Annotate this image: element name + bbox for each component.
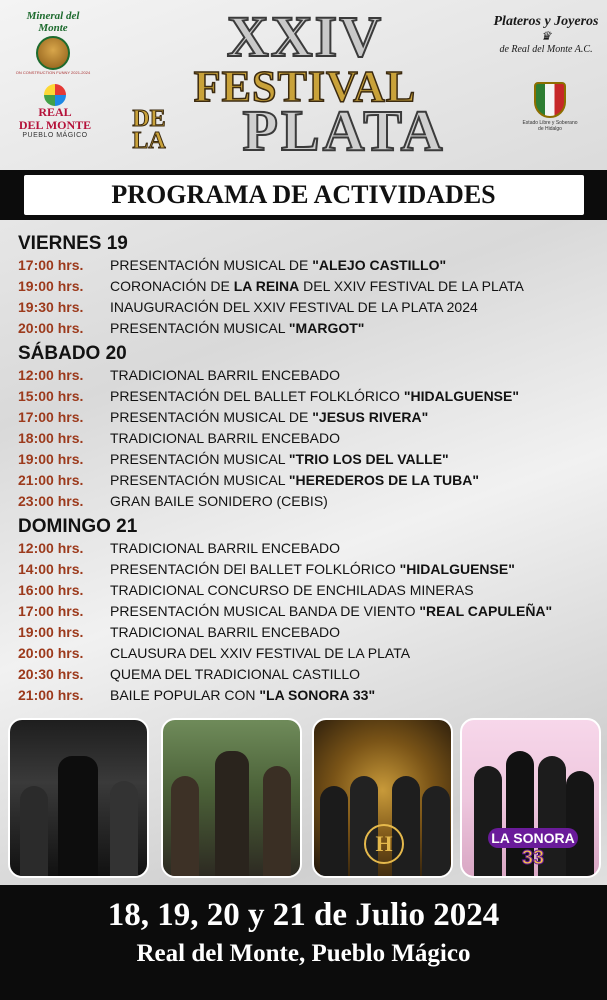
event-description xyxy=(110,491,328,512)
event-text: CLAUSURA DEL XXIV FESTIVAL DE LA PLATA xyxy=(110,645,411,661)
event-text: CORONACIÓN DE xyxy=(110,278,234,294)
title-la: LA xyxy=(132,128,166,154)
event-time: 20:30 hrs. xyxy=(18,666,84,682)
band-member xyxy=(171,776,199,876)
event-text: TRADICIONAL CONCURSO DE ENCHILADAS MINERAS xyxy=(110,582,474,598)
header xyxy=(0,0,607,170)
event-time: 21:00 hrs. xyxy=(18,472,84,488)
band-member xyxy=(320,786,348,876)
event-time: 18:00 hrs. xyxy=(18,430,84,446)
event-text: TRADICIONAL BARRIL ENCEBADO xyxy=(110,367,341,383)
logo-ring-text: Mineral del Monte xyxy=(26,10,80,34)
event-row xyxy=(18,664,603,685)
event-row xyxy=(18,428,603,449)
event-row xyxy=(18,297,603,318)
event-description xyxy=(110,318,364,339)
event-text: PRESENTACIÓN MUSICAL DE xyxy=(110,409,313,425)
event-row xyxy=(18,386,603,407)
event-description xyxy=(110,601,552,622)
title-de: DE xyxy=(132,106,166,132)
miner-emblem-icon xyxy=(36,36,70,70)
band-member xyxy=(474,766,502,876)
band-member xyxy=(58,756,98,876)
event-text: PRESENTACIÓN MUSICAL xyxy=(110,472,289,488)
event-row xyxy=(18,538,603,559)
schedule xyxy=(18,229,603,706)
band-member xyxy=(392,776,420,876)
event-description xyxy=(110,365,340,386)
event-time: 17:00 hrs. xyxy=(18,409,84,425)
event-time: 19:30 hrs. xyxy=(18,299,84,315)
state-text: Estado Libre y Soberano de Hidalgo xyxy=(522,120,578,132)
event-description xyxy=(110,255,446,276)
herederos-logo: H xyxy=(364,824,404,864)
event-time: 19:00 hrs. xyxy=(18,624,84,640)
band-member xyxy=(215,751,249,876)
event-time: 17:00 hrs. xyxy=(18,257,84,273)
event-row xyxy=(18,643,603,664)
event-row xyxy=(18,365,603,386)
band-member xyxy=(422,786,450,876)
event-row xyxy=(18,470,603,491)
event-row xyxy=(18,622,603,643)
event-time: 16:00 hrs. xyxy=(18,582,84,598)
event-highlight: "LA SONORA 33" xyxy=(259,687,376,703)
event-description xyxy=(110,297,478,318)
event-time: 20:00 hrs. xyxy=(18,320,84,336)
band-member xyxy=(20,786,48,876)
event-description xyxy=(110,559,515,580)
event-row xyxy=(18,685,603,706)
event-highlight: "MARGOT" xyxy=(288,320,365,336)
event-time: 20:00 hrs. xyxy=(18,645,84,661)
crown-icon: ♛ xyxy=(540,29,552,43)
event-row xyxy=(18,318,603,339)
program-banner xyxy=(0,170,607,220)
event-description xyxy=(110,386,519,407)
mineral-del-monte-logo xyxy=(12,10,94,82)
event-row xyxy=(18,255,603,276)
plateros-line1: Plateros y Joyeros xyxy=(493,14,599,29)
photo-trio xyxy=(161,718,302,878)
event-highlight: "HIDALGUENSE" xyxy=(399,561,515,577)
logo-name-line1: REAL xyxy=(38,105,72,119)
event-text: TRADICIONAL BARRIL ENCEBADO xyxy=(110,430,341,446)
title-festival: FESTIVAL xyxy=(193,62,417,111)
event-text: TRADICIONAL BARRIL ENCEBADO xyxy=(110,624,341,640)
title-roman-numeral: XXIV xyxy=(226,4,384,69)
band-member xyxy=(566,771,594,876)
event-description xyxy=(110,470,479,491)
logo-sub-text: ON CONSTRUCTION FUNNY 2021-2024 xyxy=(15,70,91,75)
event-text: PRESENTACIÓN MUSICAL DE xyxy=(110,257,313,273)
event-highlight: "JESUS RIVERA" xyxy=(312,409,429,425)
event-row xyxy=(18,407,603,428)
event-row xyxy=(18,559,603,580)
real-del-monte-logo xyxy=(14,84,96,146)
event-description xyxy=(110,664,360,685)
event-dates: 18, 19, 20 y 21 de Julio 2024 xyxy=(107,897,500,933)
event-row xyxy=(18,449,603,470)
event-time: 21:00 hrs. xyxy=(18,687,84,703)
program-title: PROGRAMA DE ACTIVIDADES xyxy=(24,175,584,215)
event-text: PRESENTACIÓN MUSICAL xyxy=(110,320,289,336)
event-text: PRESENTACIÓN DEL BALLET FOLKLÓRICO xyxy=(110,388,404,404)
event-time: 12:00 hrs. xyxy=(18,540,84,556)
logo-tagline: PUEBLO MÁGICO xyxy=(22,132,88,139)
event-time: 19:00 hrs. xyxy=(18,451,84,467)
day-heading: SÁBADO 20 xyxy=(18,343,127,364)
event-text: DEL XXIV FESTIVAL DE LA PLATA xyxy=(299,278,524,294)
day-heading: VIERNES 19 xyxy=(18,233,128,254)
event-description xyxy=(110,276,524,297)
event-text: TRADICIONAL BARRIL ENCEBADO xyxy=(110,540,341,556)
footer xyxy=(0,885,607,1000)
band-member xyxy=(110,781,138,876)
hidalgo-state-logo xyxy=(520,82,580,132)
photo-rock-band xyxy=(8,718,149,878)
event-highlight: "TRIO LOS DEL VALLE" xyxy=(288,451,449,467)
event-highlight: "HEREDEROS DE LA TUBA" xyxy=(288,472,480,488)
event-time: 14:00 hrs. xyxy=(18,561,84,577)
event-highlight: "REAL CAPULEÑA" xyxy=(419,603,553,619)
event-description xyxy=(110,622,340,643)
event-description xyxy=(110,428,340,449)
event-description xyxy=(110,407,428,428)
photo-herederos xyxy=(312,718,453,878)
title-de-la xyxy=(104,108,194,152)
event-description xyxy=(110,538,340,559)
event-text: PRESENTACIÓN MUSICAL BANDA DE VIENTO xyxy=(110,603,420,619)
event-row xyxy=(18,491,603,512)
event-row xyxy=(18,276,603,297)
event-description xyxy=(110,685,375,706)
plateros-joyeros-logo xyxy=(492,14,600,56)
event-text: GRAN BAILE SONIDERO (CEBIS) xyxy=(110,493,328,509)
event-description xyxy=(110,580,474,601)
state-shield-icon xyxy=(534,82,566,118)
event-highlight: "HIDALGUENSE" xyxy=(403,388,519,404)
event-text: INAUGURACIÓN DEL XXIV FESTIVAL DE LA PLATA 2024 xyxy=(110,299,478,315)
artist-photos xyxy=(8,718,600,878)
plateros-line2: de Real del Monte A.C. xyxy=(499,44,593,55)
event-row xyxy=(18,580,603,601)
event-text: PRESENTACIÓN DEl BALLET FOLKLÓRICO xyxy=(110,561,400,577)
event-time: 23:00 hrs. xyxy=(18,493,84,509)
event-time: 15:00 hrs. xyxy=(18,388,84,404)
event-highlight: LA REINA xyxy=(233,278,300,294)
event-text: QUEMA DEL TRADICIONAL CASTILLO xyxy=(110,666,360,682)
title-plata: PLATA xyxy=(242,98,446,163)
event-time: 17:00 hrs. xyxy=(18,603,84,619)
day-heading: DOMINGO 21 xyxy=(18,516,138,537)
event-description xyxy=(110,449,449,470)
pinwheel-icon xyxy=(44,84,66,106)
event-text: BAILE POPULAR CON xyxy=(110,687,260,703)
la-sonora-label: LA SONORA xyxy=(488,828,578,848)
event-place: Real del Monte, Pueblo Mágico xyxy=(136,940,471,967)
event-time: 12:00 hrs. xyxy=(18,367,84,383)
band-member xyxy=(263,766,291,876)
event-description xyxy=(110,643,410,664)
event-time: 19:00 hrs. xyxy=(18,278,84,294)
event-highlight: "ALEJO CASTILLO" xyxy=(312,257,447,273)
la-sonora-number: 33 xyxy=(521,847,545,869)
photo-la-sonora xyxy=(460,718,601,878)
logo-name-line2: DEL MONTE xyxy=(18,118,92,132)
event-row xyxy=(18,601,603,622)
event-text: PRESENTACIÓN MUSICAL xyxy=(110,451,289,467)
